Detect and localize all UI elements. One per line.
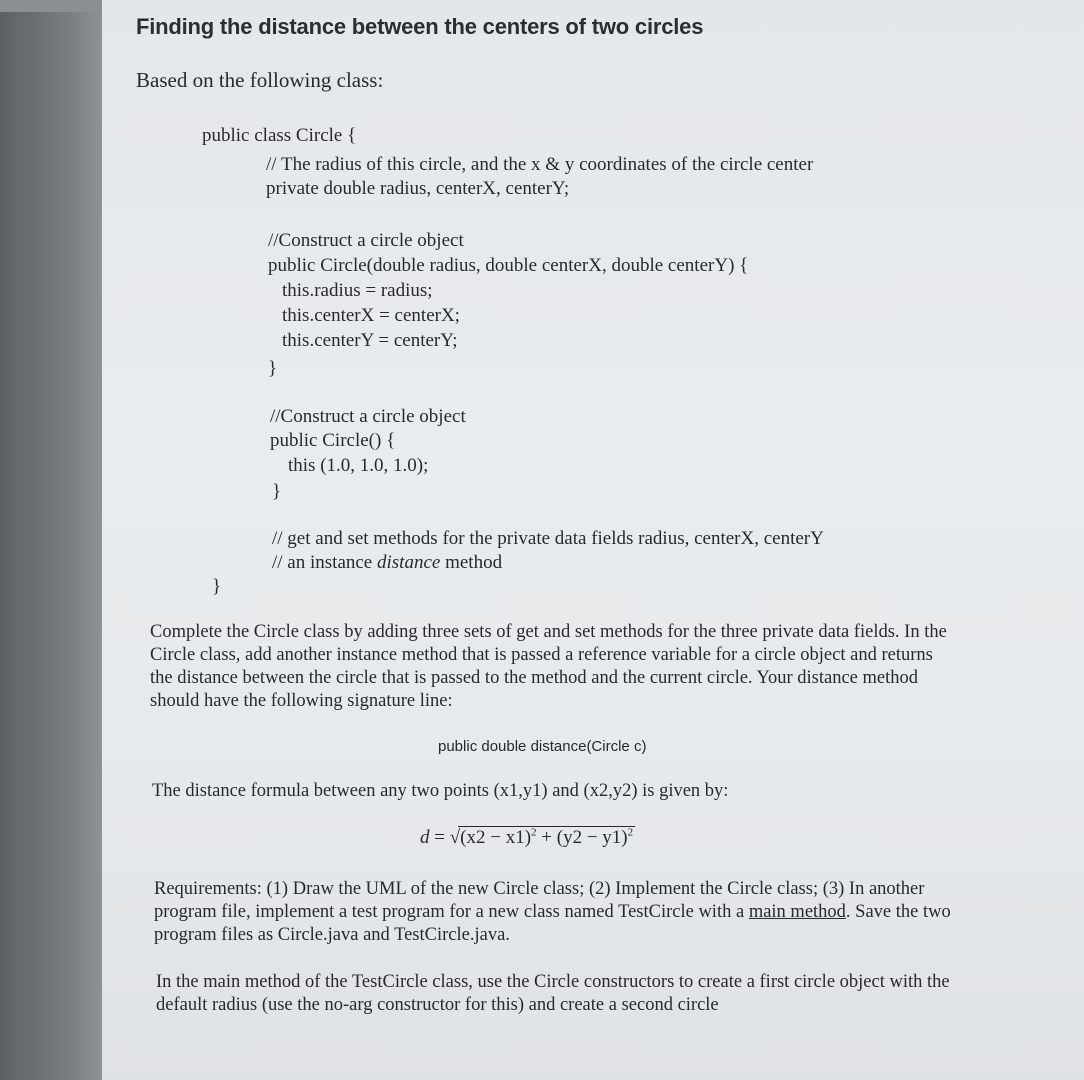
document-screen — [102, 0, 1084, 1080]
method-signature: public double distance(Circle c) — [438, 738, 647, 755]
formula-intro: The distance formula between any two points (x1,y1) and (x2,y2) is given by: — [152, 781, 729, 801]
code-ctor1-line2: this.centerX = centerX; — [282, 305, 460, 326]
requirements-paragraph: Requirements: (1) Draw the UML of the new Circle class; (2) Implement the Circle class; (3) In another program file, implement a test program for a new class named TestCircle with a main method. Save the two program files as Circle.java and TestCircle.java. — [154, 879, 951, 945]
instructions-paragraph: Complete the Circle class by adding three sets of get and set methods for the three private data fields. In the Circle class, add another instance method that is passed a reference variable for a circle object and returns the distance between the circle that is passed to the method and the current circle. Your distance method should have the following signature line: — [150, 622, 947, 711]
code-fields-comment: // The radius of this circle, and the x & y coordinates of the circle center — [266, 154, 814, 175]
code-class-decl: public class Circle { — [202, 125, 357, 146]
code-ctor2-signature: public Circle() { — [270, 430, 396, 451]
code-ctor1-line3: this.centerY = centerY; — [282, 330, 458, 351]
intro-text: Based on the following class: — [136, 68, 384, 92]
code-ctor1-close: } — [268, 358, 278, 379]
code-ctor1-signature: public Circle(double radius, double centerX, double centerY) { — [268, 255, 749, 276]
monitor-bezel-left — [0, 0, 102, 1080]
page-title: Finding the distance between the centers of two circles — [136, 14, 704, 39]
code-ctor2-close: } — [272, 481, 282, 502]
code-ctor1-comment: //Construct a circle object — [268, 230, 464, 251]
code-methods-comment: // get and set methods for the private data fields radius, centerX, centerY — [272, 528, 824, 549]
code-ctor2-comment: //Construct a circle object — [270, 406, 466, 427]
code-fields-decl: private double radius, centerX, centerY; — [266, 178, 570, 199]
code-ctor1-line1: this.radius = radius; — [282, 280, 433, 301]
last-paragraph: In the main method of the TestCircle class, use the Circle constructors to create a first circle object with the default radius (use the no-arg constructor for this) and create a second circle — [156, 972, 950, 1015]
code-ctor2-line1: this (1.0, 1.0, 1.0); — [288, 455, 429, 476]
code-class-close: } — [212, 576, 222, 597]
main-method-underline: main method — [748, 902, 846, 922]
code-distance-comment: // an instance distance method — [272, 552, 503, 573]
distance-formula: $d = √(x2 - x1)^2 + (y2 - y1)^2$ — [420, 826, 634, 848]
